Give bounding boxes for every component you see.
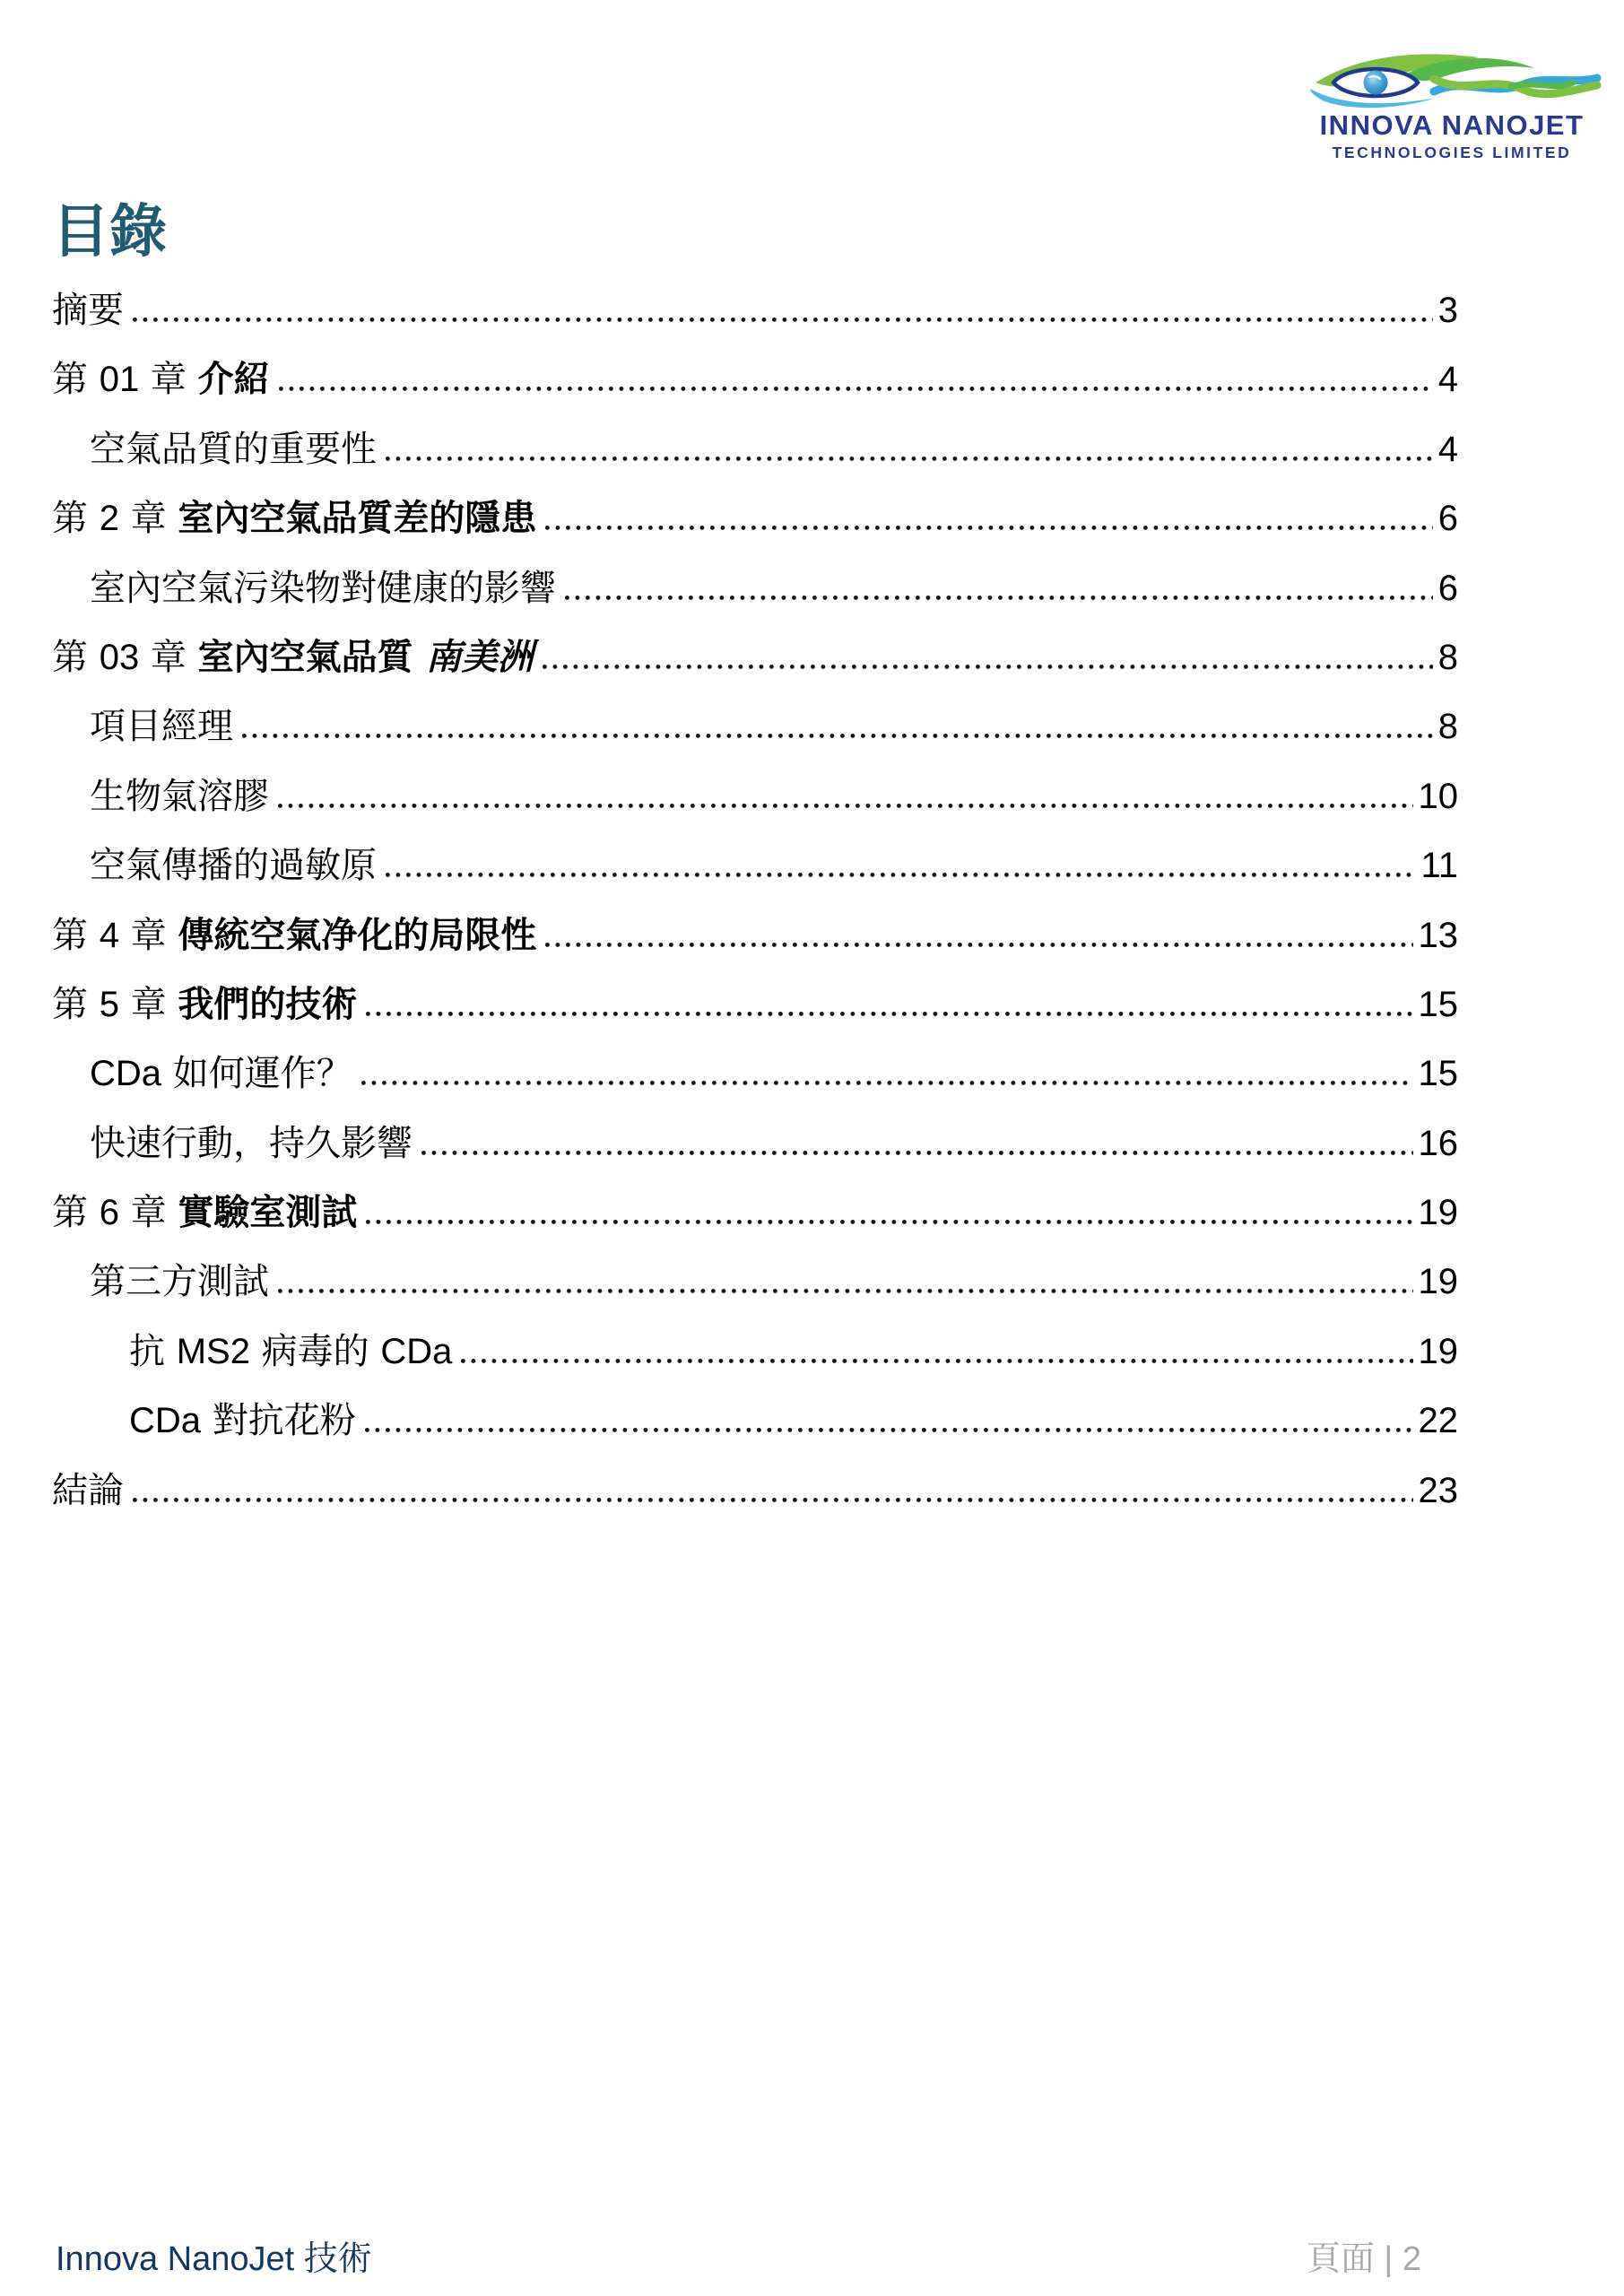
toc-entry[interactable] — [52, 1122, 1458, 1191]
toc-entry-text — [90, 1122, 413, 1165]
toc-entry[interactable] — [52, 775, 1458, 844]
toc-entry[interactable] — [52, 567, 1458, 636]
toc-text-segment: 快速行動，持久影響 — [90, 1122, 413, 1164]
toc-page-number: 6 — [1437, 499, 1458, 539]
toc-text-segment: 章 — [118, 1192, 178, 1234]
toc-text-segment: 室內空氣品質差的隱患 — [178, 497, 537, 540]
toc-entry[interactable] — [52, 358, 1458, 427]
toc-page-number: 4 — [1437, 429, 1458, 469]
toc-page-number: 13 — [1418, 915, 1458, 955]
toc-entry[interactable] — [52, 289, 1458, 358]
toc-entry-text — [52, 1191, 357, 1234]
dot-leader — [421, 1150, 1413, 1155]
toc-page-number: 3 — [1437, 291, 1458, 330]
toc-text-segment: CDa — [129, 1401, 202, 1441]
toc-text-segment: 03 — [99, 637, 140, 677]
toc-entry-text — [52, 1469, 124, 1512]
toc-page-number: 19 — [1418, 1193, 1458, 1233]
toc-entry[interactable] — [52, 1260, 1458, 1329]
toc-text-segment: 對抗花粉 — [201, 1400, 356, 1442]
dot-leader — [278, 803, 1413, 808]
dot-leader — [366, 1219, 1412, 1224]
toc-text-segment: 第 — [52, 636, 100, 678]
toc-text-segment: 傳統空氣净化的局限性 — [178, 913, 537, 956]
toc-text-segment: 如何運作？ — [161, 1053, 352, 1095]
toc-text-segment: 介紹 — [197, 358, 270, 401]
toc-page-number: 19 — [1418, 1262, 1458, 1302]
toc-page-number: 4 — [1437, 360, 1458, 400]
dot-leader — [565, 595, 1433, 600]
dot-leader — [543, 664, 1433, 669]
toc-page-number: 15 — [1418, 984, 1458, 1024]
toc-text-segment: 病毒的 — [249, 1330, 381, 1372]
toc-text-segment: 6 — [99, 1193, 119, 1233]
logo-company-name: INNOVA NANOJET — [1319, 109, 1585, 141]
toc-entry[interactable] — [52, 428, 1458, 497]
dot-leader — [386, 456, 1433, 461]
toc-entry-text — [90, 844, 377, 887]
dot-leader — [386, 872, 1415, 877]
toc-text-segment: 章 — [118, 983, 178, 1025]
dot-leader — [361, 1080, 1413, 1085]
toc-text-segment: MS2 — [176, 1331, 250, 1371]
dot-leader — [545, 942, 1412, 947]
toc-entry-text — [52, 497, 536, 540]
toc-title: 目錄 — [52, 198, 167, 265]
toc-page-number: 16 — [1418, 1123, 1458, 1163]
toc-entry-text — [52, 358, 270, 401]
toc-text-segment: 章 — [139, 636, 198, 678]
toc-entry[interactable] — [52, 1330, 1458, 1399]
toc-entry[interactable] — [52, 705, 1458, 774]
toc-text-segment: 我們的技術 — [178, 982, 358, 1025]
toc-entry-text — [90, 775, 269, 818]
toc-page-number: 23 — [1418, 1470, 1458, 1510]
toc-text-segment: 室內空氣污染物對健康的影響 — [90, 567, 556, 609]
toc-entry-text — [52, 983, 357, 1026]
dot-leader — [366, 1011, 1412, 1016]
footer-company: Innova NanoJet 技術 — [56, 2240, 372, 2278]
toc-text-segment: 結論 — [52, 1469, 124, 1511]
dot-leader — [133, 317, 1433, 322]
toc-text-segment: 章 — [139, 359, 198, 401]
toc-text-segment: 01 — [99, 360, 140, 400]
toc-text-segment: 抗 — [129, 1330, 177, 1372]
toc-entry-text — [52, 636, 534, 679]
toc-entry[interactable] — [52, 1469, 1458, 1538]
toc-entry[interactable] — [52, 983, 1458, 1052]
toc-text-segment: CDa — [90, 1054, 162, 1094]
dot-leader — [461, 1358, 1412, 1363]
toc-entry-text — [129, 1399, 356, 1442]
toc-text-segment: CDa — [380, 1331, 453, 1371]
toc-text-segment: 第三方測試 — [90, 1261, 269, 1303]
toc-text-segment: 空氣傳播的過敏原 — [90, 845, 377, 887]
dot-leader — [278, 1288, 1413, 1293]
toc-page-number: 8 — [1437, 707, 1458, 747]
logo-company-subtitle: TECHNOLOGIES LIMITED — [1332, 144, 1572, 161]
toc-text-segment: 南美洲 — [425, 635, 534, 678]
toc-text-segment: 5 — [99, 984, 119, 1024]
toc-text-segment: 第 — [52, 359, 100, 401]
toc-text-segment: 4 — [99, 915, 119, 955]
toc-entry[interactable] — [52, 1399, 1458, 1468]
dot-leader — [242, 733, 1433, 738]
dot-leader — [279, 386, 1433, 391]
toc-entry-text — [52, 914, 536, 957]
toc-text-segment: 摘要 — [52, 290, 124, 331]
toc-text-segment: 第 — [52, 498, 100, 540]
toc-page-number: 8 — [1437, 637, 1458, 677]
toc-entry-text — [90, 567, 556, 610]
toc-entry-text — [90, 705, 233, 748]
dot-leader — [133, 1497, 1413, 1502]
dot-leader — [545, 525, 1432, 530]
toc-entry[interactable] — [52, 636, 1458, 705]
toc-page-number: 11 — [1420, 846, 1458, 886]
toc-text-segment: 實驗室測試 — [178, 1191, 358, 1234]
footer-page-number: 頁面 | 2 — [1306, 2240, 1421, 2278]
toc-entry[interactable] — [52, 914, 1458, 983]
table-of-contents — [52, 289, 1458, 1538]
toc-text-segment: 章 — [118, 498, 178, 540]
toc-entry[interactable] — [52, 1052, 1458, 1121]
toc-entry[interactable] — [52, 497, 1458, 566]
toc-page-number: 6 — [1437, 568, 1458, 608]
toc-entry[interactable] — [52, 844, 1458, 913]
toc-text-segment: 第 — [52, 914, 100, 956]
toc-text-segment: 第 — [52, 1192, 100, 1234]
toc-text-segment: 第 — [52, 983, 100, 1025]
toc-text-segment: 生物氣溶膠 — [90, 775, 269, 817]
company-logo — [1294, 45, 1610, 162]
toc-text-segment: 章 — [118, 914, 178, 956]
toc-text-segment: 項目經理 — [90, 706, 233, 748]
toc-entry-text — [52, 289, 124, 332]
toc-page-number: 19 — [1418, 1331, 1458, 1371]
toc-entry-text — [90, 428, 377, 471]
logo-eye-swoosh-icon — [1299, 45, 1604, 109]
toc-page-number: 22 — [1418, 1401, 1458, 1441]
toc-entry-text — [90, 1260, 269, 1303]
toc-entry[interactable] — [52, 1191, 1458, 1260]
dot-leader — [365, 1427, 1413, 1432]
toc-text-segment: 2 — [99, 499, 119, 539]
toc-page-number: 10 — [1418, 776, 1458, 816]
toc-page-number: 15 — [1418, 1054, 1458, 1094]
toc-text-segment: 室內空氣品質 — [197, 635, 426, 678]
toc-entry-text — [129, 1330, 452, 1373]
toc-entry-text — [90, 1052, 352, 1095]
toc-text-segment: 空氣品質的重要性 — [90, 428, 377, 470]
